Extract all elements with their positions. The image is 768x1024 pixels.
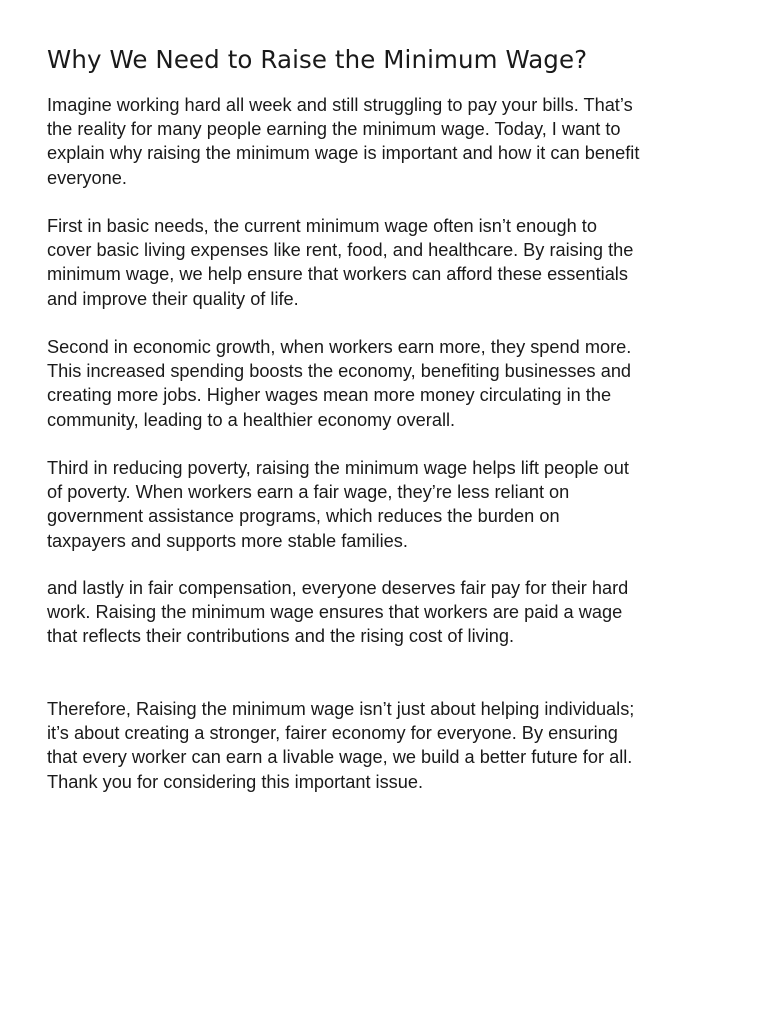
text-line: Third in reducing poverty, raising the minimum wage helps lift people out xyxy=(47,458,629,478)
paragraph-reducing-poverty xyxy=(47,456,737,553)
paragraph-economic-growth xyxy=(47,335,737,432)
text-line: and lastly in fair compensation, everyone deserves fair pay for their hard xyxy=(47,578,629,598)
text-line: First in basic needs, the current minimum wage often isn’t enough to xyxy=(47,216,597,236)
text-line: Therefore, Raising the minimum wage isn’t just about helping individuals; xyxy=(47,699,635,719)
text-line: Thank you for considering this important issue. xyxy=(47,771,424,792)
text-line: it’s about creating a stronger, fairer economy for everyone. By ensuring xyxy=(47,723,618,744)
text-line: minimum wage, we help ensure that workers can afford these essentials xyxy=(47,264,628,285)
paragraph-basic-needs xyxy=(47,214,737,311)
paragraph-intro xyxy=(47,93,737,190)
text-line: community, leading to a healthier economy overall. xyxy=(47,409,456,430)
text-line: everyone. xyxy=(47,167,127,188)
text-line: creating more jobs. Higher wages mean more money circulating in the xyxy=(47,385,612,406)
text-line: explain why raising the minimum wage is important and how it can benefit xyxy=(47,143,640,164)
text-line: This increased spending boosts the economy, benefiting businesses and xyxy=(47,361,632,382)
text-line: Second in economic growth, when workers earn more, they spend more. xyxy=(47,337,632,357)
text-line: Imagine working hard all week and still struggling to pay your bills. That’s xyxy=(47,95,633,115)
document-title: Why We Need to Raise the Minimum Wage? xyxy=(47,45,588,74)
text-line: government assistance programs, which reduces the burden on xyxy=(47,506,560,527)
text-line: of poverty. When workers earn a fair wage, they’re less reliant on xyxy=(47,482,570,503)
paragraph-fair-compensation xyxy=(47,576,737,649)
text-line: the reality for many people earning the minimum wage. Today, I want to xyxy=(47,119,621,140)
text-line: cover basic living expenses like rent, food, and healthcare. By raising the xyxy=(47,240,634,261)
text-line: taxpayers and supports more stable families. xyxy=(47,530,408,551)
paragraph-conclusion xyxy=(47,697,737,794)
text-line: work. Raising the minimum wage ensures that workers are paid a wage xyxy=(47,602,623,623)
text-line: that every worker can earn a livable wage, we build a better future for all. xyxy=(47,747,633,768)
text-line: that reflects their contributions and the rising cost of living. xyxy=(47,626,515,647)
text-line: and improve their quality of life. xyxy=(47,288,299,309)
